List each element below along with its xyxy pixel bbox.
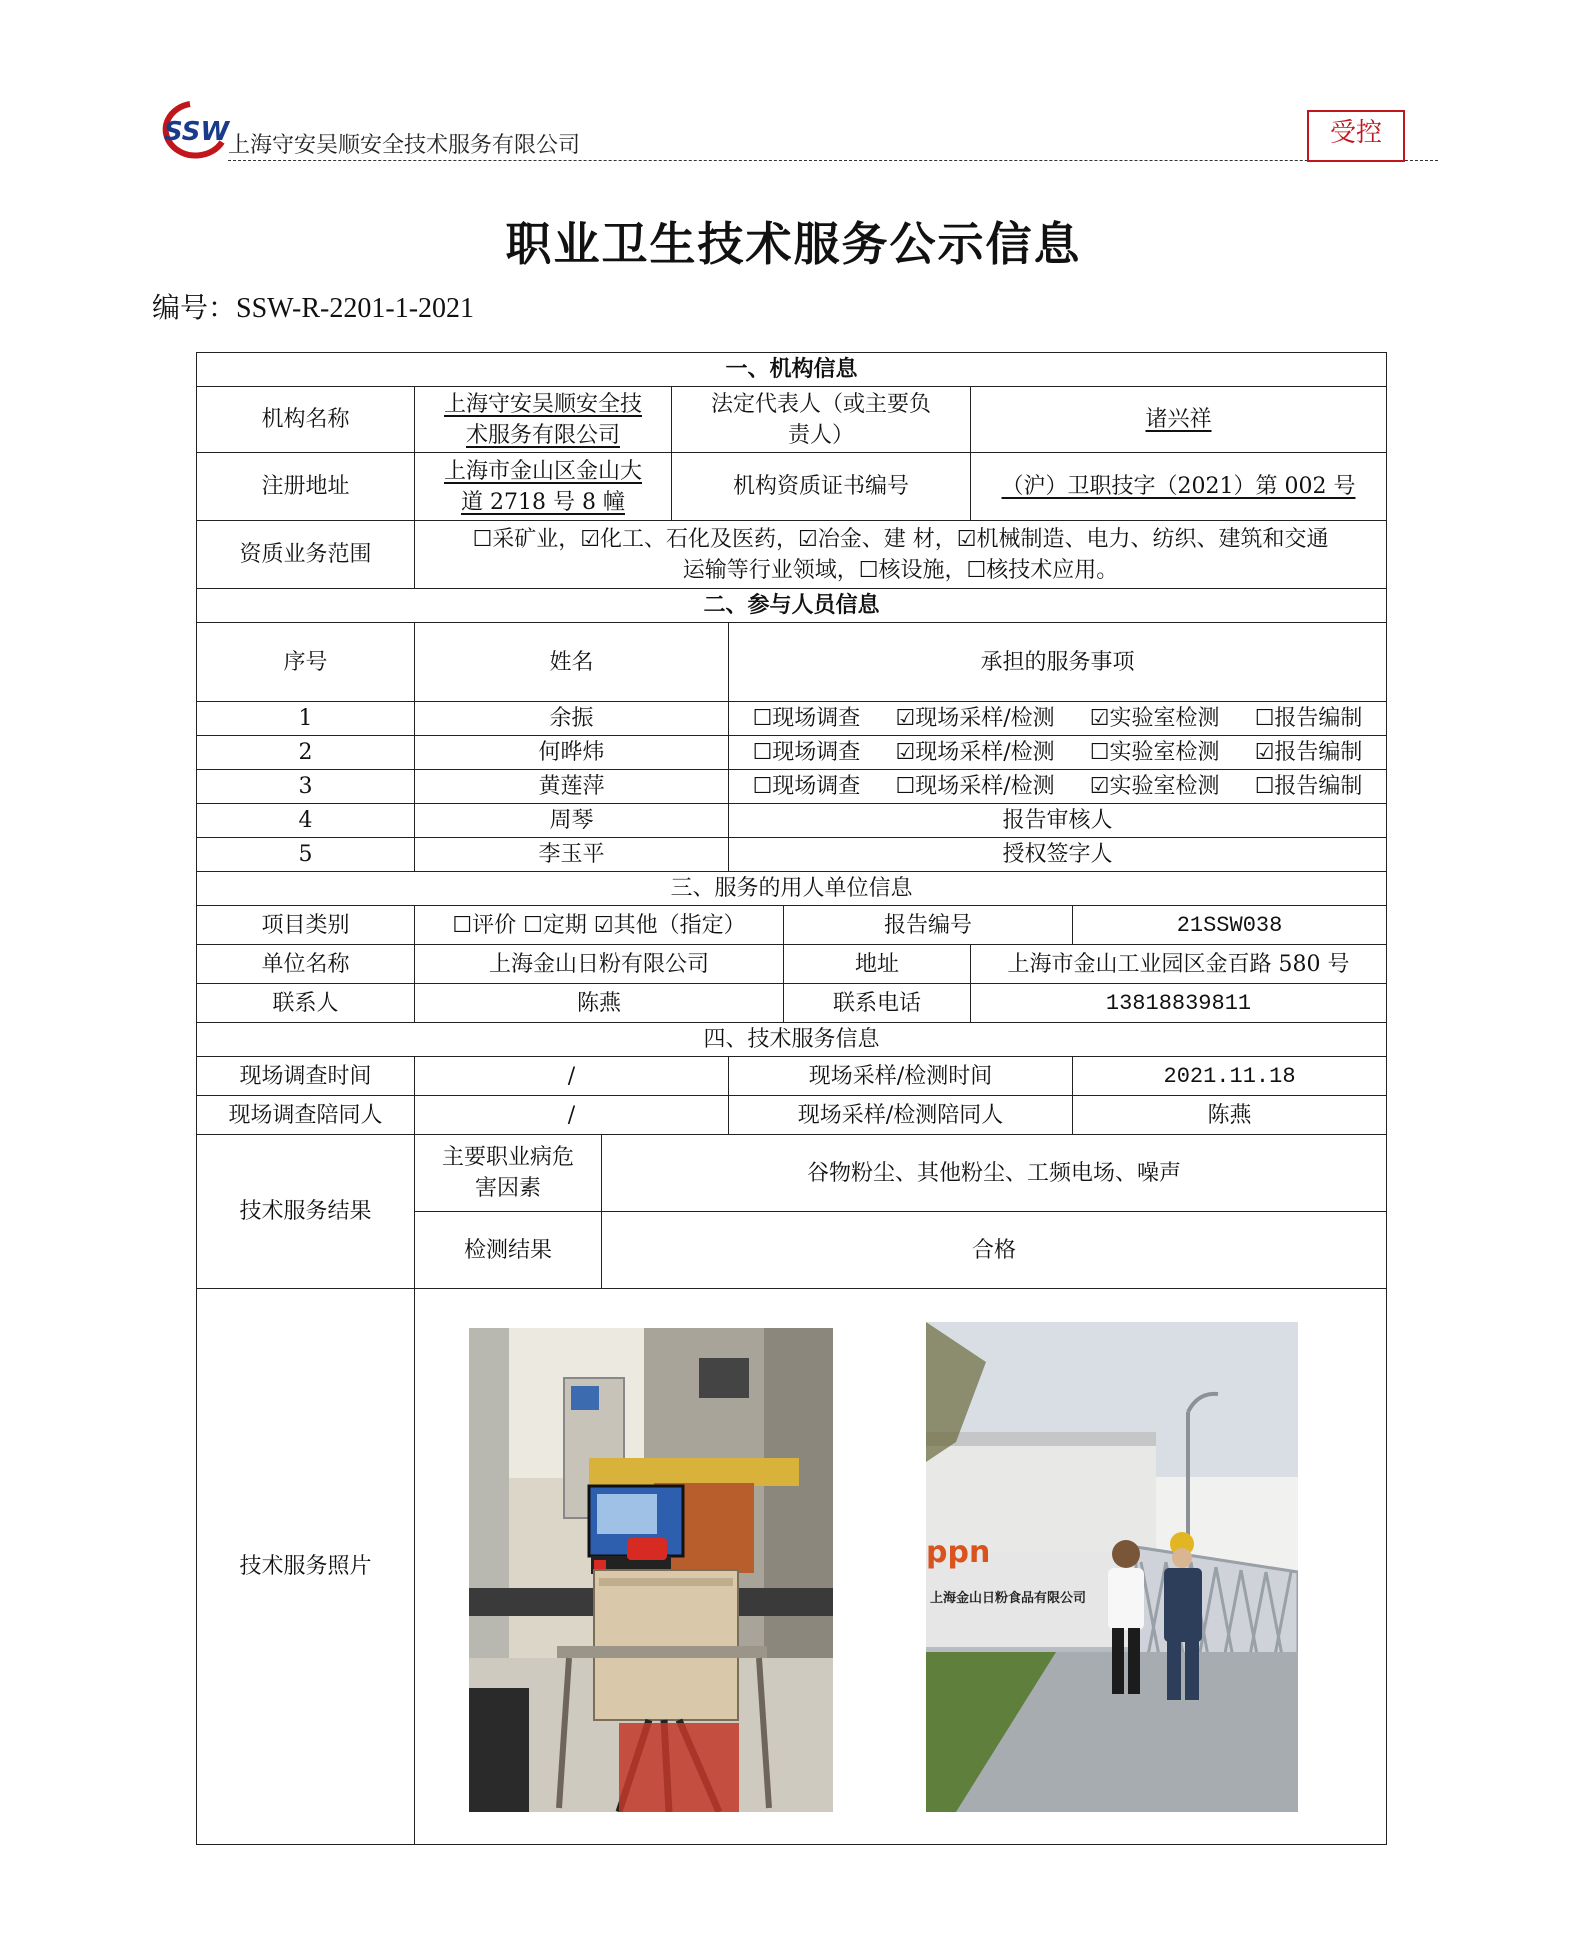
section2-heading: 二、参与人员信息 [197,589,1387,623]
page-title: 职业卫生技术服务公示信息 [505,217,1082,271]
row-name: 余振 [415,702,729,736]
duty-lab: ☐实验室检测 [1089,740,1220,765]
page-header [150,92,1440,164]
cert-number: （沪）卫职技字（2021）第 002 号 [1001,474,1356,499]
legal-rep-name: 诸兴祥 [1145,407,1212,432]
row-no: 3 [197,770,415,804]
section3-heading: 三、服务的用人单位信息 [197,872,1387,906]
row-no: 2 [197,736,415,770]
legal-rep-label-line2: 责人） [787,422,854,448]
row-name: 周琴 [415,804,729,838]
hazard-label-line1: 主要职业病危 [441,1145,574,1170]
document-number-value: SSW-R-2201-1-2021 [236,293,475,324]
duty-lab: ☑实验室检测 [1089,774,1220,799]
org-name [415,387,672,453]
duty-sampling: ☑现场采样/检测 [895,740,1055,765]
cert-value [971,453,1387,521]
row-no: 5 [197,838,415,872]
table-row [197,770,1387,804]
unit-name-value: 上海金山日粉有限公司 [415,945,784,984]
row-no: 4 [197,804,415,838]
row-name: 李玉平 [415,838,729,872]
hazard-label-line2: 害因素 [474,1176,541,1201]
test-label: 检测结果 [415,1212,602,1289]
row-duties [729,736,1387,770]
controlled-stamp: 受控 [1307,110,1405,162]
address-line1: 上海市金山区金山大 [443,458,642,484]
address-line2: 道 2718 号 8 幢 [461,489,625,515]
scope-label: 资质业务范围 [197,521,415,589]
site-photo-art [926,1322,1298,1812]
svg-text:上海金山日粉食品有限公司: 上海金山日粉食品有限公司 [930,1591,1087,1606]
photo-label: 技术服务照片 [197,1289,415,1845]
company-name: 上海守安吴顺安全技术服务有限公司 [228,133,581,158]
row-name: 何晔炜 [415,736,729,770]
org-name-line1: 上海守安吴顺安全技 [443,391,642,417]
org-name-label: 机构名称 [197,387,415,453]
address-label: 注册地址 [197,453,415,521]
phone-value: 13818839811 [971,984,1387,1023]
contact-value: 陈燕 [415,984,784,1023]
sampling-photo-art [469,1328,833,1812]
result-label: 技术服务结果 [197,1135,415,1289]
row-duties [729,770,1387,804]
col-no-header: 序号 [197,623,415,702]
row-role: 授权签字人 [729,838,1387,872]
document-number [152,286,474,326]
hazard-label [415,1135,602,1212]
duty-survey: ☐现场调查 [752,740,861,765]
ssw-logo-icon [150,98,232,160]
table-row [197,804,1387,838]
header-divider [228,160,1438,161]
sampling-escort-value: 陈燕 [1073,1096,1387,1135]
row-no: 1 [197,702,415,736]
sampling-time-value: 2021.11.18 [1073,1057,1387,1096]
section1-heading: 一、机构信息 [197,353,1387,387]
svg-text:ppn: ppn [926,1535,991,1570]
document-number-label: 编号： [152,291,237,324]
table-row [197,736,1387,770]
hazard-value: 谷物粉尘、其他粉尘、工频电场、噪声 [602,1135,1387,1212]
scope-line1: ☐采矿业，☑化工、石化及医药，☑冶金、建 材，☑机械制造、电力、纺织、建筑和交通 [472,526,1329,552]
survey-escort-label: 现场调查陪同人 [197,1096,415,1135]
duty-report: ☐报告编制 [1254,774,1363,799]
duty-survey: ☐现场调查 [752,706,861,731]
registered-address [415,453,672,521]
site-photo [926,1322,1298,1812]
survey-time-label: 现场调查时间 [197,1057,415,1096]
report-no-value: 21SSW038 [1073,906,1387,945]
duty-sampling: ☑现场采样/检测 [895,706,1055,731]
unit-address-label: 地址 [784,945,971,984]
survey-time-value: / [415,1057,729,1096]
row-role: 报告审核人 [729,804,1387,838]
unit-name-label: 单位名称 [197,945,415,984]
cert-label: 机构资质证书编号 [672,453,971,521]
legal-rep-label [672,387,971,453]
duty-sampling: ☐现场采样/检测 [895,774,1055,799]
contact-label: 联系人 [197,984,415,1023]
row-name: 黄莲萍 [415,770,729,804]
unit-address-value: 上海市金山工业园区金百路 580 号 [971,945,1387,984]
section4-heading: 四、技术服务信息 [197,1023,1387,1057]
scope-line2: 运输等行业领域，☐核设施，☐核技术应用。 [682,557,1119,583]
col-duty-header: 承担的服务事项 [729,623,1387,702]
legal-rep-value [971,387,1387,453]
legal-rep-label-line1: 法定代表人（或主要负 [710,391,931,417]
duty-report: ☑报告编制 [1254,740,1363,765]
table-row [197,702,1387,736]
sampling-time-label: 现场采样/检测时间 [729,1057,1073,1096]
sampling-photo [469,1328,833,1812]
project-type-label: 项目类别 [197,906,415,945]
table-row [197,838,1387,872]
org-name-line2: 术服务有限公司 [465,422,620,448]
phone-label: 联系电话 [784,984,971,1023]
sampling-escort-label: 现场采样/检测陪同人 [729,1096,1073,1135]
report-no-label: 报告编号 [784,906,1073,945]
project-type-value: ☐评价 ☐定期 ☑其他（指定） [415,906,784,945]
col-name-header: 姓名 [415,623,729,702]
test-value: 合格 [602,1212,1387,1289]
survey-escort-value: / [415,1096,729,1135]
row-duties [729,702,1387,736]
duty-survey: ☐现场调查 [752,774,861,799]
business-scope [415,521,1387,589]
duty-lab: ☑实验室检测 [1089,706,1220,731]
duty-report: ☐报告编制 [1254,706,1363,731]
svg-text:SSW: SSW [164,117,230,147]
